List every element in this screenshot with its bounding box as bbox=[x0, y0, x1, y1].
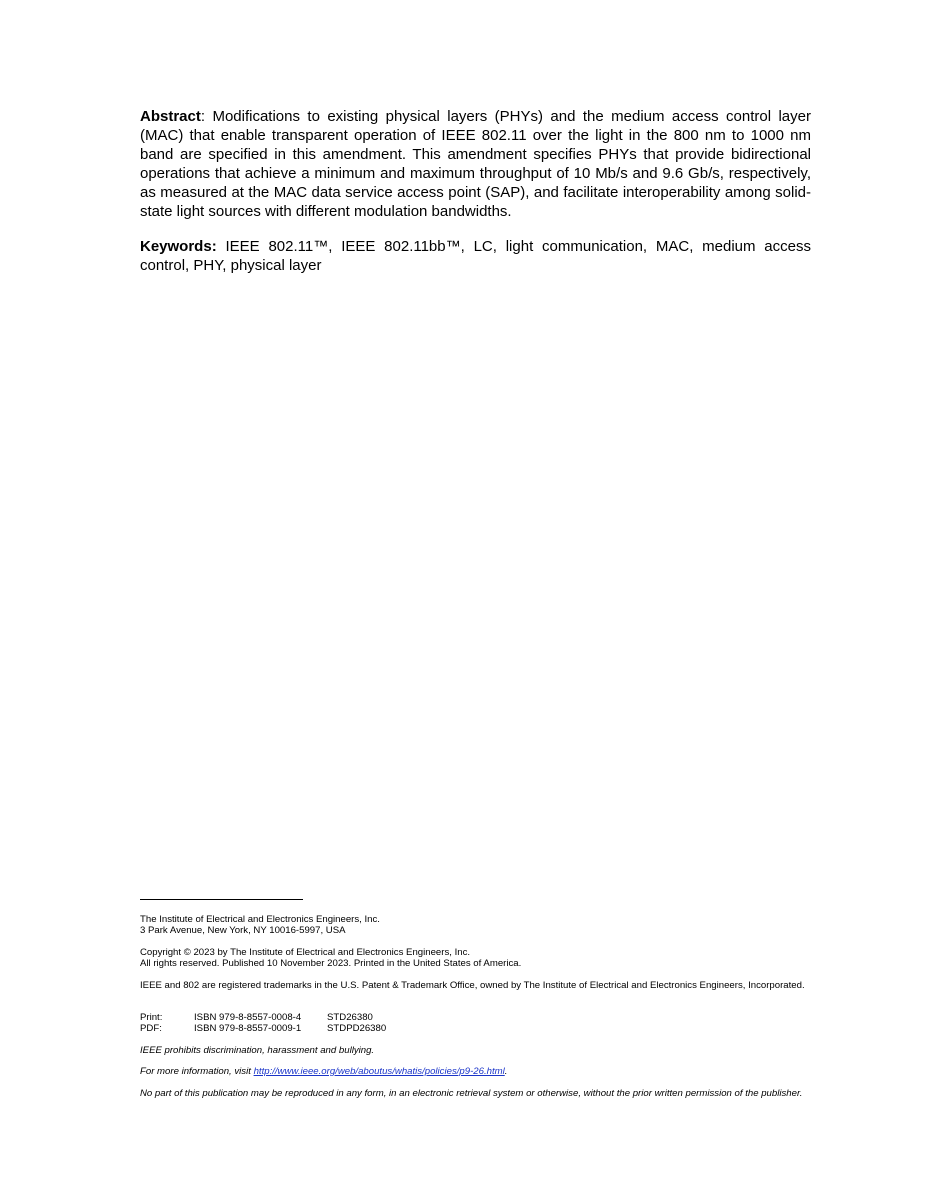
isbn-row-pdf bbox=[140, 1024, 815, 1035]
keywords-paragraph bbox=[140, 237, 811, 275]
policy-link[interactable]: http://www.ieee.org/web/aboutus/whatis/policies/p9-26.html bbox=[253, 1066, 505, 1077]
more-info-suffix: . bbox=[504, 1066, 508, 1077]
isbn-number: ISBN 979-8-8557-0009-1 bbox=[194, 1022, 302, 1034]
isbn-product-code: STDPD26380 bbox=[327, 1022, 387, 1034]
reproduction-notice: No part of this publication may be reproduced in any form, in an electronic retrieval system or otherwise, without the prior written permission of the publisher. bbox=[140, 1088, 803, 1099]
isbn-number: ISBN 979-8-8557-0008-4 bbox=[194, 1012, 302, 1023]
isbn-product-code: STD26380 bbox=[327, 1012, 373, 1023]
copyright-notice bbox=[140, 948, 815, 969]
isbn-format-label: PDF: bbox=[140, 1022, 162, 1034]
isbn-format-label: Print: bbox=[140, 1012, 163, 1023]
more-info-prefix: For more information, visit bbox=[140, 1066, 254, 1077]
abstract-text: : Modifications to existing physical layers (PHYs) and the medium access control layer (MAC) that enable transparent operation of IEEE 802.11 over the light in the 800 nm to 1000 nm band are specified in this amendment. This amendment specifies PHYs that provide bidirectional operations that achieve a minimum and maximum throughput of 10 Mb/s and 9.6 Gb/s, respectively, as measured at the MAC data service access point (SAP), and facilitate interoperability among solid-state light sources with different modulation bandwidths. bbox=[140, 108, 811, 220]
isbn-block bbox=[140, 1013, 815, 1034]
publisher-street: 3 Park Avenue, New York, NY 10016-5997, USA bbox=[140, 924, 346, 936]
publisher-address bbox=[140, 915, 815, 936]
more-info-line bbox=[140, 1067, 815, 1078]
isbn-row-print bbox=[140, 1013, 815, 1024]
publisher-name: The Institute of Electrical and Electronics Engineers, Inc. bbox=[140, 914, 380, 925]
keywords-label: Keywords: bbox=[140, 238, 217, 255]
footnote-divider bbox=[140, 899, 303, 900]
rights-line: All rights reserved. Published 10 November 2023. Printed in the United States of America. bbox=[140, 957, 522, 969]
copyright-line: Copyright © 2023 by The Institute of Electrical and Electronics Engineers, Inc. bbox=[140, 947, 471, 958]
abstract-paragraph bbox=[140, 107, 811, 221]
trademark-notice: IEEE and 802 are registered trademarks in the U.S. Patent & Trademark Office, owned by The Institute of Electrical and Electronics Engineers, Incorporated. bbox=[140, 980, 805, 991]
policy-statement: IEEE prohibits discrimination, harassment and bullying. bbox=[140, 1045, 375, 1056]
abstract-label: Abstract bbox=[140, 108, 201, 125]
keywords-text: IEEE 802.11™, IEEE 802.11bb™, LC, light communication, MAC, medium access control, PHY, physical layer bbox=[140, 238, 811, 274]
